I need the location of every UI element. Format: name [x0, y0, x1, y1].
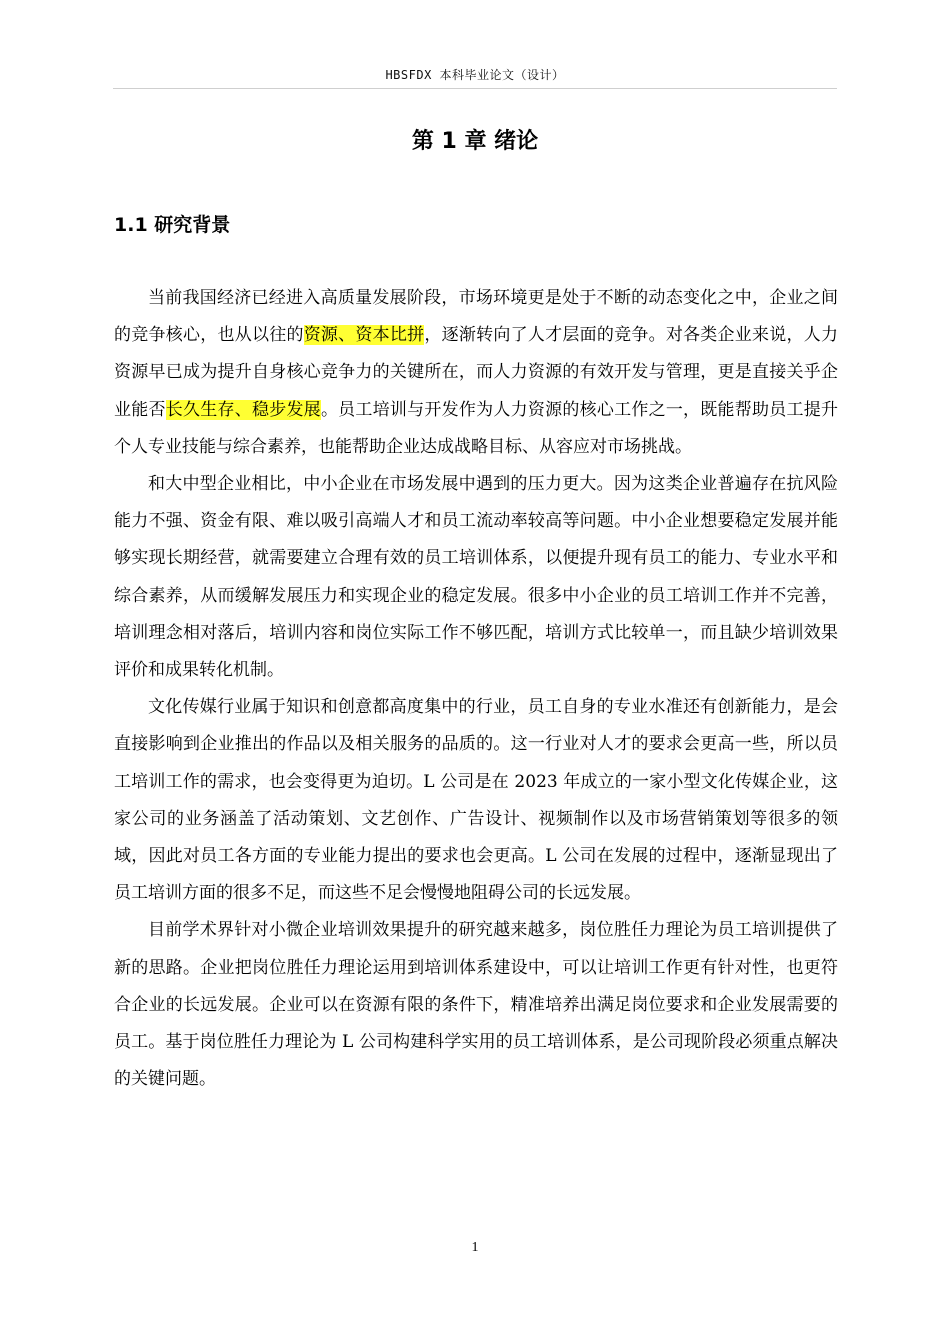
paragraph-3: 文化传媒行业属于知识和创意都高度集中的行业，员工自身的专业水准还有创新能力，是会直接影响到企业推出的作品以及相关服务的品质的。这一行业对人才的要求会更高一些，所以员工培训工作的需求，也会变得更为迫切。L 公司是在 2023 年成立的一家小型文化传媒企业，这家公司的业务涵盖了活动策划、文艺创作、广告设计、视频制作以及市场营销策划等很多的领域，因此对员工各方面的专业能力提出的要求也会更高。L 公司在发展的过程中，逐渐显现出了员工培训方面的很多不足，而这些不足会慢慢地阻碍公司的长远发展。 — [114, 697, 838, 904]
header-divider — [113, 88, 837, 89]
body-text — [114, 280, 838, 1098]
paragraph-1-text-b: ，逐渐转向了人才层面的竞争。对各类企业来说，人力资源早已成为提升自身核心竞争力的关键所在，而人力资源的有效开发与管理，更是直接关乎企业能否 — [114, 325, 839, 420]
paragraph-4: 目前学术界针对小微企业培训效果提升的研究越来越多，岗位胜任力理论为员工培训提供了新的思路。企业把岗位胜任力理论运用到培训体系建设中，可以让培训工作更有针对性，也更符合企业的长远发展。企业可以在资源有限的条件下，精准培养出满足岗位要求和企业发展需要的员工。基于岗位胜任力理论为 L 公司构建科学实用的员工培训体系，是公司现阶段必须重点解决的关键问题。 — [114, 920, 838, 1090]
paragraph-1-text-a: 当前我国经济已经进入高质量发展阶段，市场环境更是处于不断的动态变化之中，企业之间的竞争核心，也从以往的 — [114, 288, 838, 346]
highlight-survival: 长久生存、稳步发展 — [165, 399, 321, 420]
chapter-title: 第 1 章 绪论 — [411, 129, 539, 154]
page-number: 1 — [471, 1240, 479, 1255]
highlight-resources: 资源、资本比拼 — [303, 325, 425, 346]
section-title: 1.1 研究背景 — [114, 214, 231, 236]
paragraph-1 — [114, 280, 838, 466]
running-header: HBSFDX 本科毕业论文（设计） — [385, 68, 565, 82]
paragraph-1-text-c: 。员工培训与开发作为人力资源的核心工作之一，既能帮助员工提升个人专业技能与综合素养，也能帮助企业达成战略目标、从容应对市场挑战。 — [114, 399, 839, 457]
paragraph-2: 和大中型企业相比，中小企业在市场发展中遇到的压力更大。因为这类企业普遍存在抗风险能力不强、资金有限、难以吸引高端人才和员工流动率较高等问题。中小企业想要稳定发展并能够实现长期经营，就需要建立合理有效的员工培训体系，以便提升现有员工的能力、专业水平和综合素养，从而缓解发展压力和实现企业的稳定发展。很多中小企业的员工培训工作并不完善，培训理念相对落后，培训内容和岗位实际工作不够匹配，培训方式比较单一，而且缺少培训效果评价和成果转化机制。 — [114, 474, 838, 681]
